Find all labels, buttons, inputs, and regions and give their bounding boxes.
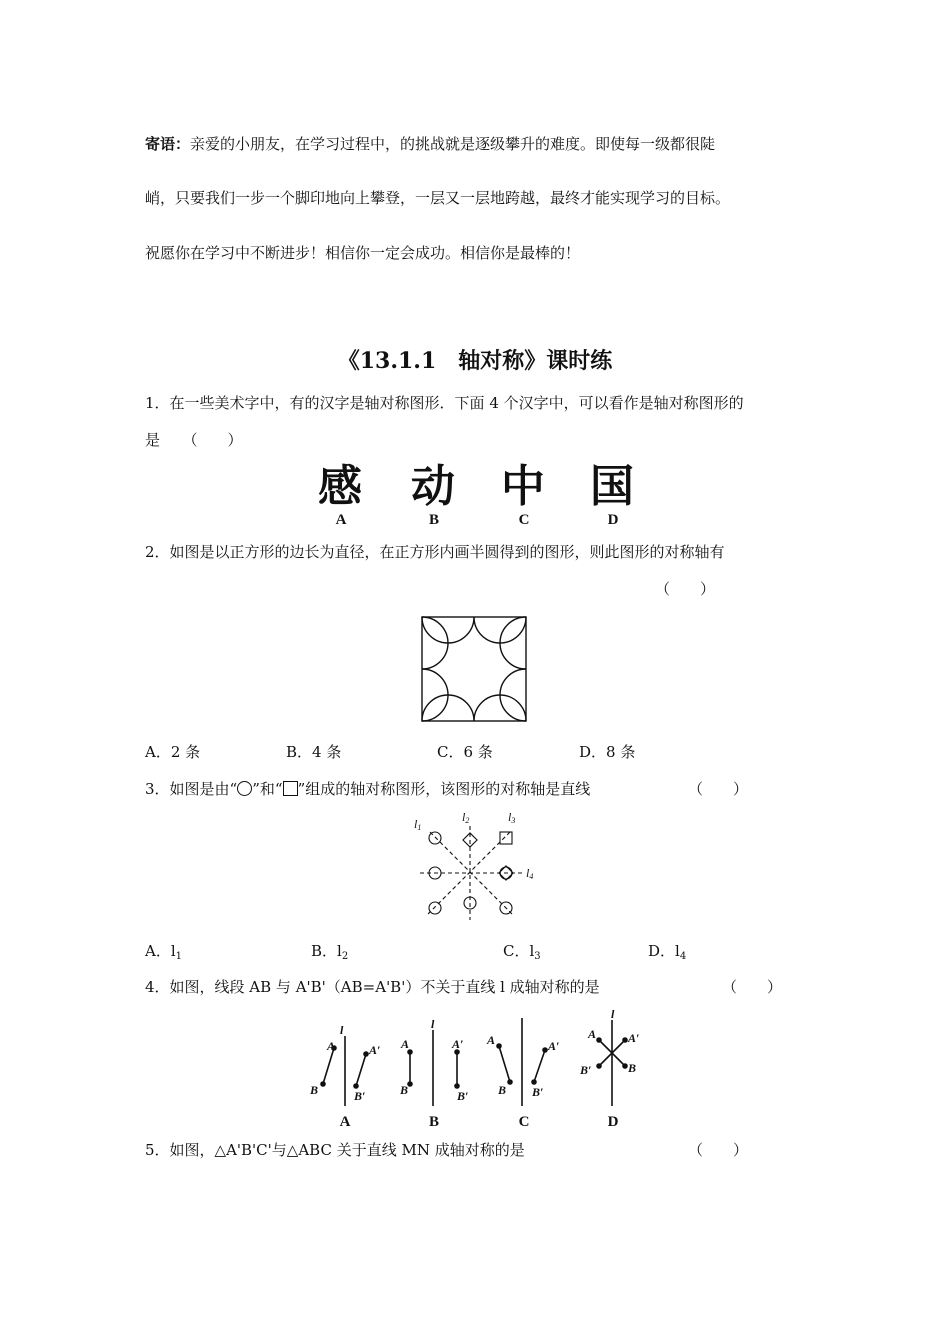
q3-option-b: B．$l_2$	[311, 942, 349, 962]
q4-fig-c-B2: B′	[532, 1085, 544, 1099]
q3-option-c: C．$l_3$	[503, 942, 541, 962]
q1-char-c: 中	[501, 461, 545, 512]
q2-option-d: D．8 条	[579, 743, 636, 761]
preface-line-3: 祝愿你在学习中不断进步！相信你一定会成功。相信你是最棒的！	[145, 244, 581, 262]
q4-fig-d-B2: B′	[580, 1063, 592, 1077]
q4-label-b: B	[428, 1114, 439, 1130]
q1-stem-line-1: 1．在一些美术字中，有的汉字是轴对称图形．下面 4 个汉字中，可以看作是轴对称图形的	[145, 394, 744, 412]
q4-fig-d-l: l	[611, 1007, 615, 1021]
circle-icon	[237, 781, 252, 796]
q4-fig-d-A2: A′	[628, 1031, 640, 1045]
q4-segments-figure	[300, 1008, 660, 1108]
preface-text-1: 亲爱的小朋友，在学习过程中，的挑战就是逐级攀升的难度。即使每一级都很陡	[190, 135, 716, 153]
q1-stem-line-2: 是 （ ）	[145, 431, 243, 449]
q1-char-d: 国	[590, 461, 634, 512]
q5-stem: 5．如图，△A'B'C'与△ABC 关于直线 MN 成轴对称的是	[145, 1141, 525, 1159]
q2-square-semicircle-figure	[421, 616, 527, 722]
q3-label-l3: l3	[508, 810, 516, 825]
q3-stem	[145, 779, 590, 799]
q4-stem: 4．如图，线段 AB 与 A'B'（AB=A'B'）不关于直线 l 成轴对称的是	[145, 978, 600, 996]
q4-fig-b-B: B	[400, 1083, 409, 1097]
q3-option-d: D．$l_4$	[648, 942, 687, 962]
q3-stem-part-2: ”和“	[252, 780, 283, 798]
q4-fig-b-l: l	[431, 1017, 435, 1031]
q3-symmetry-figure	[412, 810, 542, 926]
q4-fig-c-B: B	[498, 1083, 507, 1097]
q4-fig-b-A2: A′	[452, 1037, 464, 1051]
q2-option-a: A．2 条	[145, 743, 201, 761]
q4-fig-a-A: A	[327, 1039, 336, 1053]
q4-fig-b-A: A	[401, 1037, 410, 1051]
q4-fig-c-A: A	[487, 1033, 496, 1047]
q1-label-d: D	[607, 512, 619, 528]
q3-label-l1: l1	[414, 817, 422, 832]
q3-stem-part-1: 3．如图是由“	[145, 780, 238, 798]
q4-label-d: D	[607, 1114, 619, 1130]
q4-fig-a-A2: A′	[369, 1043, 381, 1057]
q4-fig-d-A: A	[588, 1027, 597, 1041]
q1-char-b: 动	[411, 461, 455, 512]
q4-fig-c-A2: A′	[548, 1039, 560, 1053]
q1-char-a: 感	[318, 461, 362, 512]
q4-fig-b-B2: B′	[457, 1089, 469, 1103]
q3-option-a: A．$l_1$	[145, 942, 183, 962]
q3-stem-part-3: ”组成的轴对称图形，该图形的对称轴是直线	[297, 780, 591, 798]
q4-fig-a-B: B	[310, 1083, 319, 1097]
q2-bracket: （ ）	[655, 580, 716, 598]
q3-bracket: （ ）	[688, 780, 749, 798]
q4-label-c: C	[518, 1114, 530, 1130]
q4-fig-a-l: l	[340, 1023, 344, 1037]
q4-bracket: （ ）	[722, 978, 783, 996]
preface-line-1	[145, 134, 715, 154]
q4-label-a: A	[339, 1114, 351, 1130]
q2-option-c: C．6 条	[437, 743, 493, 761]
preface-label: 寄语：	[145, 135, 191, 153]
preface-line-2: 峭，只要我们一步一个脚印地向上攀登，一层又一层地跨越，最终才能实现学习的目标。	[145, 189, 731, 207]
square-icon	[283, 781, 298, 796]
q2-stem: 2．如图是以正方形的边长为直径，在正方形内画半圆得到的图形，则此图形的对称轴有	[145, 543, 725, 561]
q4-fig-a-B2: B′	[354, 1089, 366, 1103]
q1-label-b: B	[428, 512, 439, 528]
q2-option-b: B．4 条	[286, 743, 342, 761]
q5-bracket: （ ）	[688, 1141, 749, 1159]
q3-label-l4: l4	[526, 866, 534, 881]
q1-label-c: C	[518, 512, 530, 528]
q1-label-a: A	[335, 512, 347, 528]
q3-label-l2: l2	[462, 810, 470, 825]
q4-fig-d-B: B	[628, 1061, 637, 1075]
page-title: 《13.1.1 轴对称》课时练	[337, 348, 613, 374]
